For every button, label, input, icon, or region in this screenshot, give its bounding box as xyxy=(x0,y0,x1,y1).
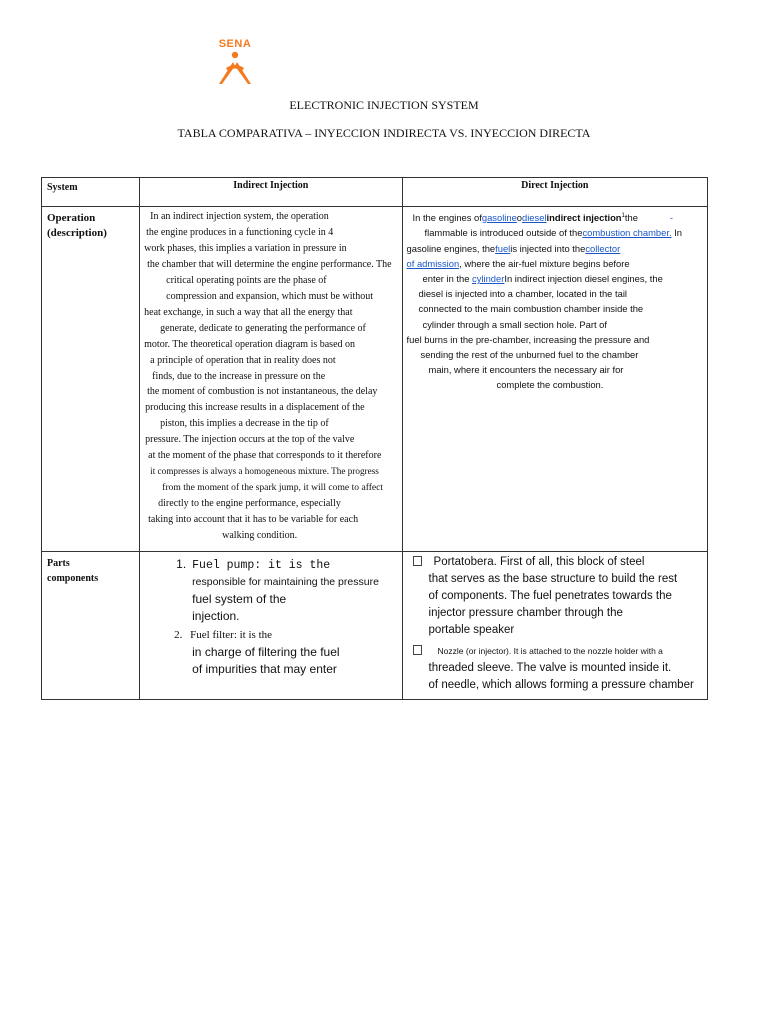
text-line: that serves as the base structure to build the rest xyxy=(428,573,678,585)
header-direct: Direct Injection xyxy=(521,180,589,191)
text-span: gasoline engines, the xyxy=(406,242,496,254)
text-line xyxy=(403,256,707,271)
list-item xyxy=(403,554,707,571)
item-text: Nozzle (or injector). It is attached to the nozzle holder with a xyxy=(437,646,663,656)
parts-label xyxy=(42,552,139,590)
gasoline-link[interactable]: gasoline xyxy=(481,212,517,224)
text-line: from the moment of the spark jump, it will come to affect xyxy=(162,482,384,494)
item-title: Fuel filter: it is the xyxy=(190,629,273,641)
text-span: flammable is introduced outside of the xyxy=(424,227,583,239)
text-line: a principle of operation that in reality does not xyxy=(150,354,336,366)
text-line: pressure. The injection occurs at the top of the valve xyxy=(145,434,355,446)
text-line: finds, due to the increase in pressure on the xyxy=(152,370,326,382)
text-line: In the engines ofgasolineodieselindirect injection$^1$the - xyxy=(412,212,674,224)
parts-label-line2: components xyxy=(47,573,99,584)
operation-label-line2: (description) xyxy=(47,227,107,239)
document-title: ELECTRONIC INJECTION SYSTEM xyxy=(289,98,479,112)
parts-label-line1: Parts xyxy=(47,558,70,569)
text-line: complete the combustion. xyxy=(496,379,604,391)
text-line: heat exchange, in such a way that all the energy that xyxy=(144,306,353,318)
text-line: generate, dedicate to generating the performance of xyxy=(160,322,366,334)
direct-parts-list xyxy=(403,552,707,694)
item-text: Portatobera. First of all, this block of steel xyxy=(433,556,645,568)
cylinder-link[interactable]: cylinder xyxy=(472,272,505,284)
text-line: sending the rest of the unburned fuel to the chamber xyxy=(420,348,639,360)
text-span: In the engines of xyxy=(412,212,482,224)
text-line: the chamber that will determine the engine performance. The xyxy=(147,258,392,270)
list-item xyxy=(140,556,401,574)
text-line: the moment of combustion is not instantaneous, the delay xyxy=(147,386,378,398)
text-line: fuel system of the xyxy=(192,592,287,606)
text-line: of needle, which allows forming a pressure chamber xyxy=(428,679,694,691)
text-span: the xyxy=(624,212,638,224)
operation-row xyxy=(42,207,708,552)
diesel-link[interactable]: diesel xyxy=(522,212,547,224)
checkbox-icon xyxy=(413,645,422,655)
text-span: , where the air-fuel mixture begins before xyxy=(459,257,630,269)
text-line xyxy=(403,225,707,240)
text-line: producing this increase results in a displacement of the xyxy=(145,402,365,414)
text-line: In an indirect injection system, the operation xyxy=(150,211,329,222)
checkbox-icon xyxy=(413,556,422,566)
sena-logo xyxy=(213,38,257,86)
combustion-chamber-link[interactable]: combustion chamber. xyxy=(582,227,672,239)
document-subtitle: TABLA COMPARATIVA – INYECCION INDIRECTA VS. INYECCION DIRECTA xyxy=(177,126,591,140)
admission-link[interactable]: of admission xyxy=(406,257,460,269)
text-line: injection. xyxy=(192,609,240,623)
text-line: work phases, this implies a variation in pressure in xyxy=(144,242,347,254)
parts-row xyxy=(42,552,708,700)
header-system: System xyxy=(47,182,78,193)
fuel-link[interactable]: fuel xyxy=(495,242,511,254)
list-item xyxy=(403,643,707,660)
list-item xyxy=(140,627,401,644)
text-line xyxy=(403,241,707,256)
text-line: taking into account that it has to be variable for each xyxy=(148,514,359,526)
text-line: main, where it encounters the necessary air for xyxy=(428,364,624,376)
text-line: directly to the engine performance, especially xyxy=(158,498,341,510)
direct-operation-text xyxy=(403,207,707,393)
item-number: 2. xyxy=(174,629,183,641)
text-span: o xyxy=(516,212,523,224)
text-span: enter in the xyxy=(422,272,473,284)
operation-label xyxy=(42,207,139,245)
collector-link[interactable]: collector xyxy=(585,242,621,254)
text-line: motor. The theoretical operation diagram is based on xyxy=(144,338,356,350)
text-line: of components. The fuel penetrates towards the xyxy=(428,590,672,602)
text-span: In indirect injection diesel engines, the xyxy=(504,272,663,284)
text-line: connected to the main combustion chamber inside the xyxy=(418,303,644,315)
indirect-operation-text xyxy=(140,207,401,544)
text-line: threaded sleeve. The valve is mounted inside it. xyxy=(428,662,672,674)
operation-label-line1: Operation xyxy=(47,212,96,224)
text-span: is injected into the xyxy=(510,242,586,254)
text-line: fuel burns in the pre-chamber, increasing the pressure and xyxy=(406,333,650,345)
header-indirect: Indirect Injection xyxy=(233,180,309,191)
text-line: the engine produces in a functioning cycle in 4 xyxy=(146,226,334,238)
text-line: diesel is injected into a chamber, located in the tail xyxy=(418,288,627,300)
text-line: in charge of filtering the fuel xyxy=(192,645,340,659)
text-line: of impurities that may enter xyxy=(192,662,337,676)
text-line: compression and expansion, which must be without xyxy=(166,290,374,302)
text-line: cylinder through a small section hole. Part of xyxy=(422,318,608,330)
text-span: In xyxy=(671,227,682,239)
table-header-row xyxy=(42,178,708,207)
text-line: responsible for maintaining the pressure xyxy=(192,576,379,588)
dash-mark: - xyxy=(669,212,674,224)
text-line: injector pressure chamber through the xyxy=(428,607,623,619)
text-line: walking condition. xyxy=(222,530,298,542)
text-line: portable speaker xyxy=(428,624,515,636)
item-number: 1. xyxy=(176,557,187,571)
bold-text: indirect injection xyxy=(546,212,622,224)
text-line: at the moment of the phase that corresponds to it therefore xyxy=(148,450,382,462)
text-line xyxy=(403,271,707,286)
text-line: it compresses is always a homogeneous mixture. The progress xyxy=(150,466,379,477)
text-line: piston, this implies a decrease in the tip of xyxy=(160,418,329,430)
logo-text: SENA xyxy=(218,38,252,50)
item-title: Fuel pump: it is the xyxy=(192,559,331,572)
indirect-parts-list xyxy=(140,552,401,678)
comparison-table xyxy=(41,177,708,700)
text-line: critical operating points are the phase of xyxy=(166,274,327,286)
